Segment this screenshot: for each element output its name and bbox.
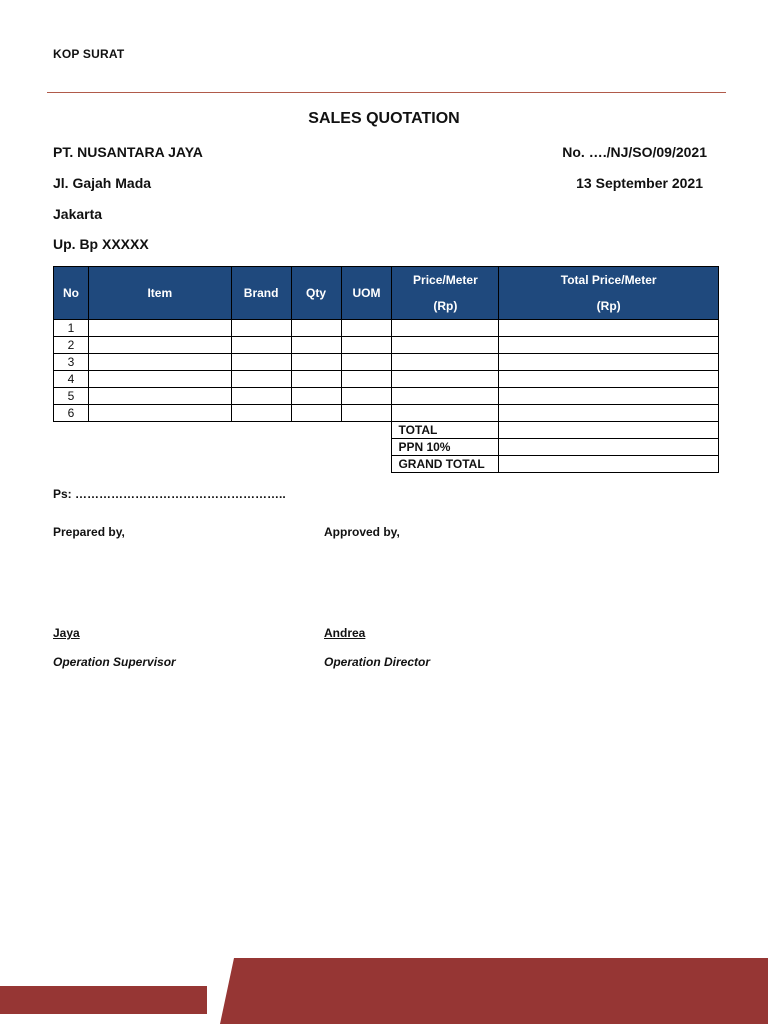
document-title: SALES QUOTATION (308, 110, 460, 127)
col-header-brand: Brand (231, 267, 291, 320)
table-header-row (54, 267, 719, 320)
table-row (54, 388, 719, 405)
total-price-cell[interactable] (499, 371, 719, 388)
postscript-line: Ps: …………………………………………….. (53, 487, 286, 501)
price-cell[interactable] (392, 371, 499, 388)
col-header-price-line1: Price/Meter (413, 273, 478, 287)
row-number: 4 (54, 371, 89, 388)
summary-row-total (54, 422, 719, 439)
company-city: Jakarta (53, 206, 103, 222)
brand-cell[interactable] (231, 405, 291, 422)
summary-spacer (54, 456, 392, 473)
row-number: 3 (54, 354, 89, 371)
brand-cell[interactable] (231, 371, 291, 388)
uom-cell[interactable] (341, 354, 392, 371)
qty-cell[interactable] (291, 388, 341, 405)
table-row (54, 320, 719, 337)
table-row (54, 371, 719, 388)
brand-cell[interactable] (231, 337, 291, 354)
col-header-qty: Qty (291, 267, 341, 320)
price-cell[interactable] (392, 337, 499, 354)
footer-accent-bar-right (220, 958, 768, 1024)
uom-cell[interactable] (341, 388, 392, 405)
summary-spacer (54, 422, 392, 439)
qty-cell[interactable] (291, 371, 341, 388)
total-price-cell[interactable] (499, 320, 719, 337)
total-price-cell[interactable] (499, 388, 719, 405)
prepared-by-name: Jaya (53, 626, 80, 640)
table-row (54, 337, 719, 354)
summary-row-grand-total (54, 456, 719, 473)
item-cell[interactable] (88, 371, 231, 388)
item-cell[interactable] (88, 337, 231, 354)
brand-cell[interactable] (231, 320, 291, 337)
uom-cell[interactable] (341, 320, 392, 337)
row-number: 5 (54, 388, 89, 405)
company-name: PT. NUSANTARA JAYA (53, 144, 203, 160)
brand-cell[interactable] (231, 388, 291, 405)
col-header-no: No (54, 267, 89, 320)
col-header-uom: UOM (341, 267, 392, 320)
document-number: No. …./NJ/SO/09/2021 (562, 144, 707, 160)
item-cell[interactable] (88, 354, 231, 371)
price-cell[interactable] (392, 388, 499, 405)
header-divider (47, 92, 726, 93)
col-header-total-line1: Total Price/Meter (560, 273, 657, 287)
price-cell[interactable] (392, 354, 499, 371)
table-row (54, 354, 719, 371)
prepared-by-label: Prepared by, (53, 525, 125, 539)
letterhead-placeholder: KOP SURAT (53, 47, 125, 61)
approved-by-name: Andrea (324, 626, 366, 640)
qty-cell[interactable] (291, 337, 341, 354)
quotation-table (53, 266, 719, 473)
col-header-price-line2: (Rp) (433, 299, 458, 313)
item-cell[interactable] (88, 320, 231, 337)
col-header-total-line2: (Rp) (596, 299, 621, 313)
price-cell[interactable] (392, 405, 499, 422)
uom-cell[interactable] (341, 371, 392, 388)
grand-total-value-cell[interactable] (499, 456, 719, 473)
price-cell[interactable] (392, 320, 499, 337)
summary-row-ppn (54, 439, 719, 456)
table-row (54, 405, 719, 422)
summary-spacer (54, 439, 392, 456)
row-number: 1 (54, 320, 89, 337)
ppn-label: PPN 10% (392, 439, 499, 456)
total-price-cell[interactable] (499, 337, 719, 354)
document-date: 13 September 2021 (576, 175, 703, 191)
qty-cell[interactable] (291, 320, 341, 337)
company-address: Jl. Gajah Mada (53, 175, 152, 191)
qty-cell[interactable] (291, 405, 341, 422)
grand-total-label: GRAND TOTAL (392, 456, 499, 473)
total-price-cell[interactable] (499, 354, 719, 371)
total-value-cell[interactable] (499, 422, 719, 439)
col-header-total-price (499, 267, 719, 320)
col-header-item: Item (88, 267, 231, 320)
brand-cell[interactable] (231, 354, 291, 371)
qty-cell[interactable] (291, 354, 341, 371)
approved-by-label: Approved by, (324, 525, 400, 539)
item-cell[interactable] (88, 405, 231, 422)
row-number: 2 (54, 337, 89, 354)
attention-line: Up. Bp XXXXX (53, 236, 149, 252)
total-price-cell[interactable] (499, 405, 719, 422)
prepared-by-role: Operation Supervisor (53, 655, 176, 669)
total-label: TOTAL (392, 422, 499, 439)
col-header-price (392, 267, 499, 320)
item-cell[interactable] (88, 388, 231, 405)
row-number: 6 (54, 405, 89, 422)
uom-cell[interactable] (341, 337, 392, 354)
approved-by-role: Operation Director (324, 655, 431, 669)
footer-accent-bar-left (0, 986, 207, 1014)
uom-cell[interactable] (341, 405, 392, 422)
ppn-value-cell[interactable] (499, 439, 719, 456)
